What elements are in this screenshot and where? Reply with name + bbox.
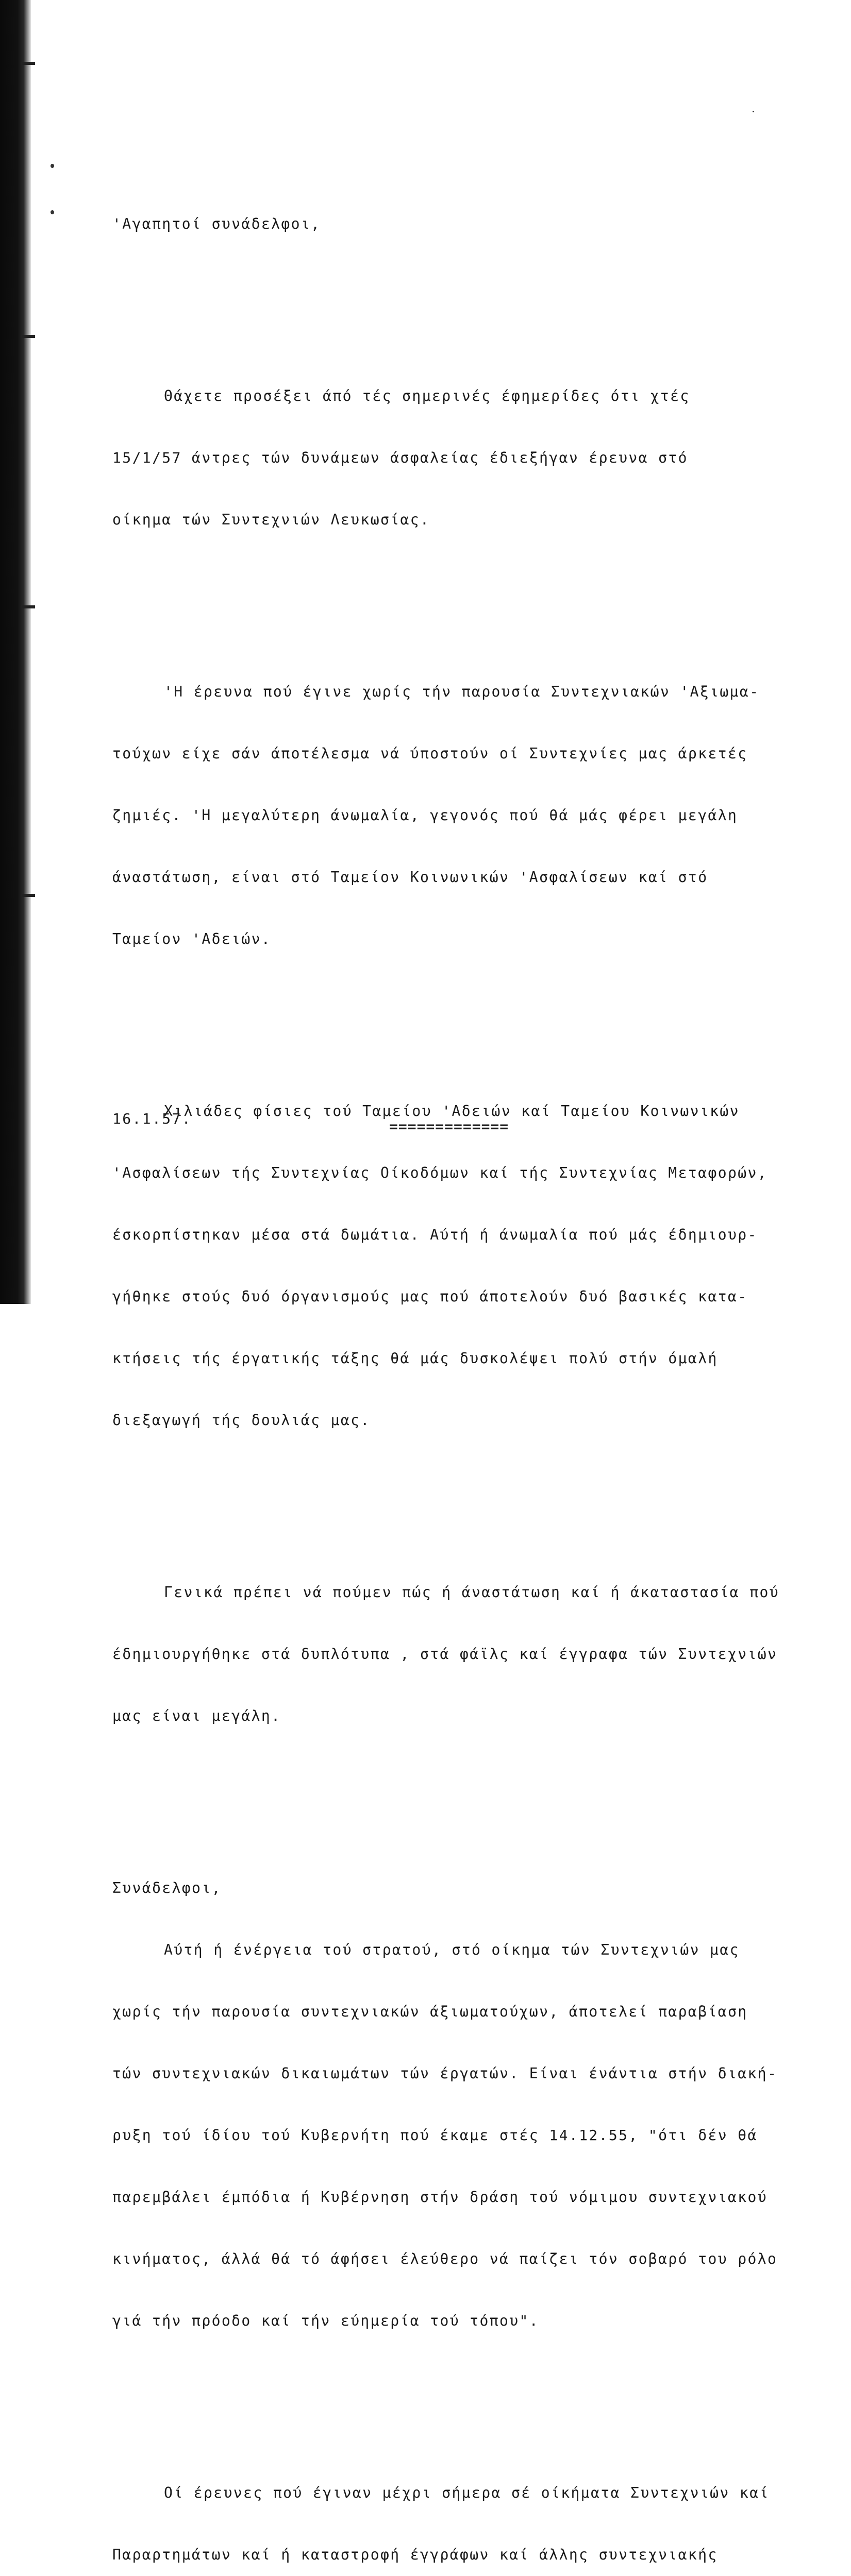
text-line: Παραρτημάτων καί ή καταστροφή έγγράφων καί άλλης συντεχνιακής — [112, 2546, 718, 2563]
scan-speck — [51, 164, 54, 168]
scan-edge-mark — [21, 894, 35, 897]
text-line: μας είναι μεγάλη. — [112, 1707, 281, 1724]
paragraph-1 — [112, 345, 819, 571]
scan-speck — [51, 210, 54, 214]
closing-rule: ============= — [389, 1118, 509, 1135]
text-line: χωρίς τήν παρουσία συντεχνιακών άξιωματούχων, άποτελεί παραβίαση — [112, 2003, 748, 2020]
text-line: Χιλιάδες φίσιες τού Ταμείου 'Αδειών καί Ταμείου Κοινωνικών — [164, 1103, 740, 1120]
text-line: έδημιουργήθηκε στά δυπλότυπα , στά φάϊλς καί έγγραφα τών Συντεχνιών — [112, 1646, 778, 1663]
paragraph-4 — [112, 1541, 819, 1768]
text-line: έσκορπίστηκαν μέσα στά δωμάτια. Αύτή ή άνωμαλία πού μάς έδημιουρ- — [112, 1226, 758, 1243]
text-line: κτήσεις τής έργατικής τάξης θά μάς δυσκολέψει πολύ στήν όμαλή — [112, 1350, 718, 1367]
paragraph-6 — [112, 2442, 819, 2576]
paragraph-5 — [112, 1837, 819, 2372]
text-line: γήθηκε στούς δυό όργανισμούς μας πού άποτελούν δυό βασικές κατα- — [112, 1288, 748, 1305]
text-line: διεξαγωγή τής δουλιάς μας. — [112, 1412, 371, 1429]
text-line: τών συντεχνιακών δικαιωμάτων τών έργατών. Είναι ένάντια στήν διακή- — [112, 2065, 778, 2082]
text-line: ζημιές. 'Η μεγαλύτερη άνωμαλία, γεγονός πού θά μάς φέρει μεγάλη — [112, 807, 738, 824]
text-line: άναστάτωση, είναι στό Ταμείον Κοινωνικών 'Ασφαλίσεων καί στό — [112, 869, 708, 886]
text-line: 15/1/57 άντρες τών δυνάμεων άσφαλείας έδιεξήγαν έρευνα στό — [112, 449, 688, 466]
text-line: Γενικά πρέπει νά πούμεν πώς ή άναστάτωση καί ή άκαταστασία πού — [164, 1584, 779, 1601]
text-line: 'Η έρευνα πού έγινε χωρίς τήν παρουσία Συντεχνιακών 'Αξιωμα- — [164, 683, 760, 700]
document-date: 16.1.57. — [112, 1110, 192, 1127]
salutation-line: 'Αγαπητοί συνάδελφοι, — [112, 215, 321, 232]
salutation — [112, 173, 819, 276]
text-line: κινήματος, άλλά θά τό άφήσει έλεύθερο νά παίζει τόν σοβαρό του ρόλο — [112, 2250, 778, 2267]
text-line: οίκημα τών Συντεχνιών Λευκωσίας. — [112, 511, 430, 528]
text-line: Ταμείον 'Αδειών. — [112, 930, 272, 947]
scan-edge-mark — [21, 605, 35, 608]
text-line: 'Ασφαλίσεων τής Συντεχνίας Οίκοδόμων καί τής Συντεχνίας Μεταφορών, — [112, 1164, 767, 1181]
text-line: ρυξη τού ίδίου τού Κυβερνήτη πού έκαμε στές 14.12.55, "ότι δέν θά — [112, 2127, 758, 2144]
text-line: Συνάδελφοι, — [112, 1879, 222, 1896]
paragraph-2 — [112, 640, 819, 991]
text-line: παρεμβάλει έμπόδια ή Κυβέρνηση στήν δράση τού νόμιμου συντεχνιακού — [112, 2189, 767, 2206]
text-line: Αύτή ή ένέργεια τού στρατού, στό οίκημα τών Συντεχνιών μας — [164, 1941, 740, 1958]
text-line: τούχων είχε σάν άποτέλεσμα νά ύποστούν οί Συντεχνίες μας άρκετές — [112, 745, 748, 762]
scan-edge-mark — [21, 335, 35, 338]
text-line: Θάχετε προσέξει άπό τές σημερινές έφημερίδες ότι χτές — [164, 387, 690, 404]
scan-edge-shadow — [0, 0, 31, 1304]
letter-body — [112, 131, 819, 2576]
scan-edge-mark — [21, 62, 35, 65]
scan-speck — [753, 111, 754, 112]
text-line: Οί έρευνες πού έγιναν μέχρι σήμερα σέ οίκήματα Συντεχνιών καί — [164, 2484, 770, 2501]
text-line: γιά τήν πρόοδο καί τήν εύημερία τού τόπου". — [112, 2312, 540, 2329]
